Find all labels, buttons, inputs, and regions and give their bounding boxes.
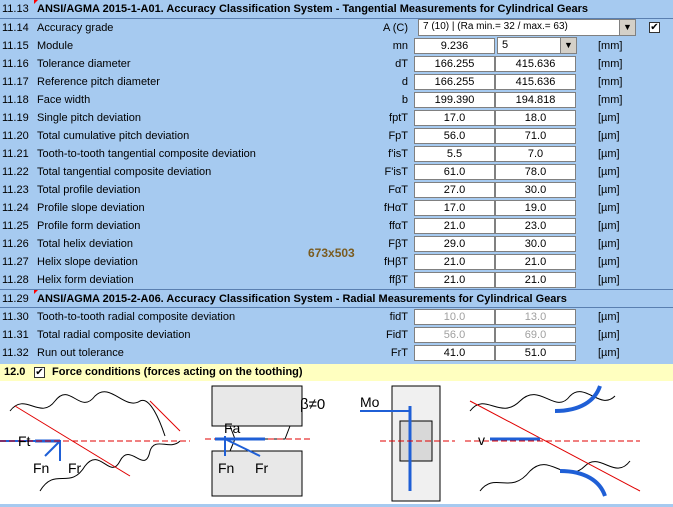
row-number: 11.30 (2, 311, 29, 323)
value-cell-1: 17.0 (414, 200, 495, 216)
row-label: Tolerance diameter (37, 58, 131, 70)
row-number: 11.24 (2, 202, 29, 214)
row-symbol: dT (395, 58, 408, 70)
section-title: ANSI/AGMA 2015-1-A01. Accuracy Classification System - Tangential Measurements for Cylindrical Gears (37, 3, 589, 15)
chevron-down-icon[interactable]: ▼ (619, 20, 635, 35)
row-label: Reference pitch diameter (37, 76, 160, 88)
unit-label: [µm] (598, 220, 620, 232)
value-cell-2: 30.0 (495, 236, 576, 252)
row-symbol: fHβT (383, 256, 408, 268)
row-symbol: FβT (388, 238, 408, 250)
unit-label: [µm] (598, 202, 620, 214)
unit-label: [mm] (598, 40, 623, 52)
unit-label: [mm] (598, 58, 623, 70)
chevron-down-icon[interactable]: ▼ (560, 38, 576, 53)
row-number: 11.13 (2, 3, 29, 15)
module-select[interactable] (497, 37, 577, 54)
row-label: Total cumulative pitch deviation (37, 130, 190, 142)
row-number: 11.16 (2, 58, 29, 70)
row-label: Profile slope deviation (37, 202, 145, 214)
row-number: 11.29 (2, 293, 29, 305)
fn-label-2: Fn (218, 460, 235, 476)
value-cell-2: 415.636 (495, 74, 576, 90)
row-symbol: f'isT (388, 148, 408, 160)
value-cell-2: 19.0 (495, 200, 576, 216)
row-symbol: d (401, 76, 408, 88)
unit-label: [mm] (598, 76, 623, 88)
ft-label: Ft (18, 433, 31, 449)
row-symbol: FrT (390, 347, 408, 359)
accuracy-checkbox[interactable]: ✔ (650, 22, 659, 33)
row-label: Accuracy grade (37, 22, 114, 34)
value-cell-1: 61.0 (414, 164, 495, 180)
fr-label-2: Fr (255, 460, 269, 476)
value-cell-2: 194.818 (495, 92, 576, 108)
table-row (0, 127, 673, 145)
unit-label: [µm] (598, 184, 620, 196)
value-cell-1: 199.390 (414, 92, 495, 108)
mo-label: Mo (360, 394, 380, 410)
table-row (0, 145, 673, 163)
row-symbol: mn (392, 40, 408, 52)
force-conditions-bar (0, 364, 673, 381)
fr-label-1: Fr (68, 460, 82, 476)
table-row (0, 73, 673, 91)
row-symbol: fHαT (383, 202, 408, 214)
v-label: v (478, 432, 485, 448)
row-number: 11.22 (2, 166, 29, 178)
row-symbol: FαT (388, 184, 408, 196)
force-diagram-panel (0, 381, 673, 504)
value-cell-2: 18.0 (495, 110, 576, 126)
value-cell-2: 7.0 (495, 146, 576, 162)
row-number: 11.21 (2, 148, 29, 160)
unit-label: [µm] (598, 148, 620, 160)
value-cell-1: 56.0 (414, 128, 495, 144)
force-conditions-title: Force conditions (forces acting on the toothing) (52, 366, 303, 378)
velocity-diagram (465, 386, 640, 496)
fa-label: Fa (224, 420, 241, 436)
value-cell-2: 13.0 (495, 309, 576, 325)
unit-label: [µm] (598, 311, 620, 323)
value-cell-2: 21.0 (495, 272, 576, 288)
module-value: 9.236 (414, 38, 495, 54)
value-cell-2: 21.0 (495, 254, 576, 270)
row-label: Tooth-to-tooth radial composite deviation (37, 311, 236, 323)
fn-label-1: Fn (33, 460, 50, 476)
row-label: Total helix deviation (37, 238, 134, 250)
row-number: 11.25 (2, 220, 29, 232)
row-symbol: FpT (388, 130, 408, 142)
row-number: 11.28 (2, 274, 29, 286)
value-cell-1: 5.5 (414, 146, 495, 162)
unit-label: [µm] (598, 112, 620, 124)
row-number: 11.32 (2, 347, 29, 359)
section-header-radial (0, 290, 673, 308)
module-select-value: 5 (502, 39, 509, 51)
row-label: Total profile deviation (37, 184, 141, 196)
unit-label: [µm] (598, 238, 620, 250)
value-cell-1: 10.0 (414, 309, 495, 325)
row-label: Helix slope deviation (37, 256, 138, 268)
value-cell-1: 41.0 (414, 345, 495, 361)
unit-label: [µm] (598, 274, 620, 286)
value-cell-1: 17.0 (414, 110, 495, 126)
table-row (0, 344, 673, 362)
row-label: Profile form deviation (37, 220, 141, 232)
value-cell-2: 51.0 (495, 345, 576, 361)
helical-force-diagram (205, 386, 310, 496)
value-cell-2: 71.0 (495, 128, 576, 144)
value-cell-1: 21.0 (414, 254, 495, 270)
table-row (0, 217, 673, 235)
module-row (0, 37, 673, 55)
value-cell-1: 166.255 (414, 74, 495, 90)
unit-label: [µm] (598, 329, 620, 341)
force-conditions-checkbox[interactable]: ✔ (35, 367, 44, 378)
table-row (0, 308, 673, 326)
value-cell-1: 29.0 (414, 236, 495, 252)
accuracy-grade-row (0, 19, 673, 37)
value-cell-2: 23.0 (495, 218, 576, 234)
table-row (0, 199, 673, 217)
unit-label: [mm] (598, 94, 623, 106)
row-symbol: fidT (389, 311, 408, 323)
accuracy-grade-select[interactable] (418, 19, 636, 36)
table-row (0, 181, 673, 199)
table-row (0, 109, 673, 127)
row-symbol: F'isT (384, 166, 408, 178)
value-cell-2: 78.0 (495, 164, 576, 180)
row-number: 11.26 (2, 238, 29, 250)
value-cell-1: 21.0 (414, 218, 495, 234)
row-label: Helix form deviation (37, 274, 134, 286)
unit-label: [µm] (598, 347, 620, 359)
table-row (0, 55, 673, 73)
row-number: 11.18 (2, 94, 29, 106)
table-row (0, 91, 673, 109)
table-row (0, 163, 673, 181)
value-cell-2: 30.0 (495, 182, 576, 198)
row-number: 11.27 (2, 256, 29, 268)
unit-label: [µm] (598, 166, 620, 178)
value-cell-2: 415.636 (495, 56, 576, 72)
row-label: Face width (37, 94, 91, 106)
row-number: 12.0 (4, 366, 26, 378)
value-cell-1: 27.0 (414, 182, 495, 198)
row-number: 11.14 (2, 22, 29, 34)
row-symbol: FidT (386, 329, 408, 341)
row-symbol: ffαT (389, 220, 408, 232)
section-header-tangential (0, 0, 673, 18)
beta-label: β≠0 (300, 396, 326, 413)
row-label: Total radial composite deviation (37, 329, 191, 341)
unit-label: [µm] (598, 256, 620, 268)
row-symbol: fptT (389, 112, 408, 124)
unit-label: [µm] (598, 130, 620, 142)
force-diagrams (0, 381, 673, 504)
row-label: Run out tolerance (37, 347, 124, 359)
row-number: 11.20 (2, 130, 29, 142)
row-label: Module (37, 40, 74, 52)
value-cell-1: 166.255 (414, 56, 495, 72)
size-watermark: 673x503 (308, 246, 355, 260)
row-label: Tooth-to-tooth tangential composite deviation (37, 148, 256, 160)
value-cell-1: 56.0 (414, 327, 495, 343)
row-symbol: A (C) (382, 22, 408, 34)
row-number: 11.17 (2, 76, 29, 88)
row-number: 11.31 (2, 329, 29, 341)
table-row (0, 326, 673, 344)
row-symbol: ffβT (389, 274, 408, 286)
row-label: Single pitch deviation (37, 112, 141, 124)
value-cell-2: 69.0 (495, 327, 576, 343)
row-label: Total tangential composite deviation (37, 166, 212, 178)
accuracy-grade-value: 7 (10) | (Ra min.= 32 / max.= 63) (423, 21, 568, 32)
row-symbol: b (401, 94, 408, 106)
row-number: 11.15 (2, 40, 29, 52)
section-title: ANSI/AGMA 2015-2-A06. Accuracy Classification System - Radial Measurements for Cylindrical Gears (37, 293, 567, 305)
value-cell-1: 21.0 (414, 272, 495, 288)
row-number: 11.19 (2, 112, 29, 124)
table-row (0, 271, 673, 289)
row-number: 11.23 (2, 184, 29, 196)
